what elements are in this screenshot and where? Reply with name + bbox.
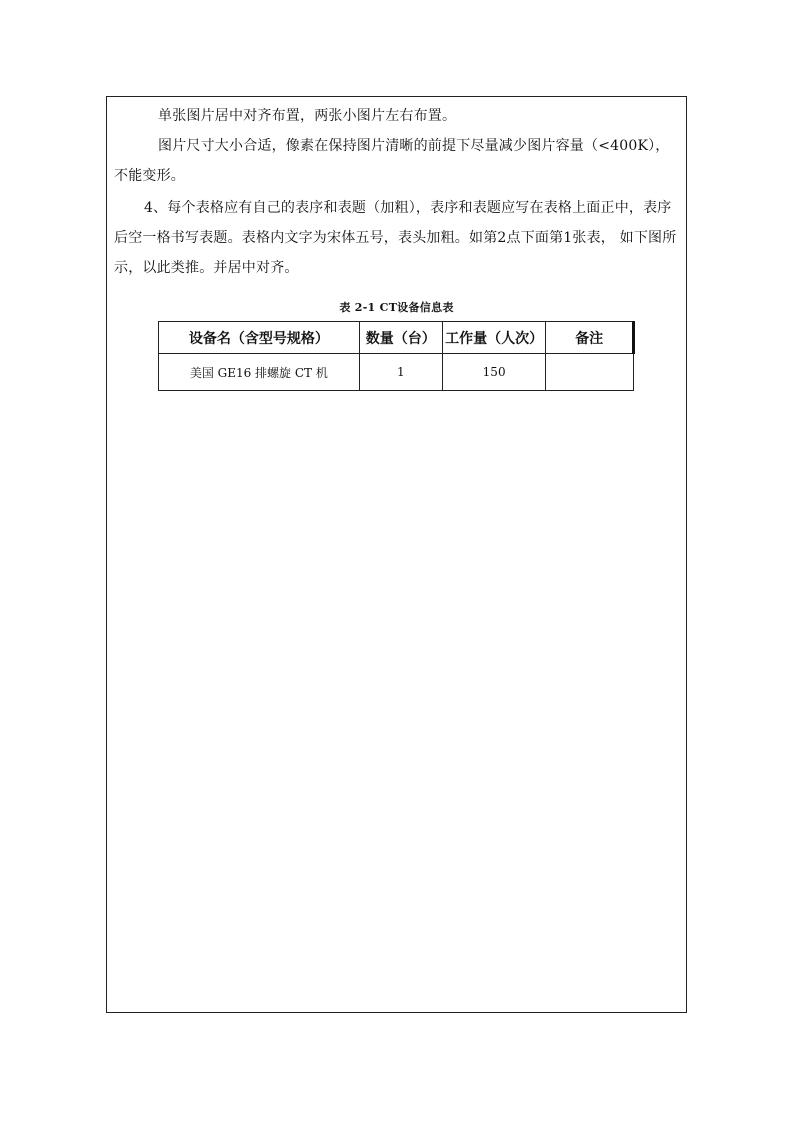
paragraph-table-rules: 4、每个表格应有自己的表序和表题（加粗），表序和表题应写在表格上面正中，表序后空一格书写表题。表格内文字为宋体五号，表头加粗。如第2点下面第1张表， 如下图所示，以此类推。并居中对齐。	[114, 200, 677, 276]
table-header-row	[159, 322, 634, 354]
header-device-name: 设备名（含型号规格）	[159, 322, 360, 354]
paragraph-image-size: 图片尺寸大小合适，像素在保持图片清晰的前提下尽量减少图片容量（<400K），不能变形。	[114, 138, 670, 184]
cell-workload: 150	[442, 354, 546, 391]
header-workload: 工作量（人次）	[442, 322, 546, 354]
cell-device-name: 美国 GE16 排螺旋 CT 机	[159, 354, 360, 391]
cell-remarks	[546, 354, 634, 391]
header-quantity: 数量（台）	[359, 322, 442, 354]
table-caption: 表 2-1 CT设备信息表	[339, 301, 454, 314]
cell-quantity: 1	[359, 354, 442, 391]
table-row	[159, 354, 634, 391]
ct-equipment-table	[158, 321, 635, 391]
paragraph-image-layout: 单张图片居中对齐布置，两张小图片左右布置。	[158, 108, 457, 124]
header-remarks: 备注	[546, 322, 634, 354]
